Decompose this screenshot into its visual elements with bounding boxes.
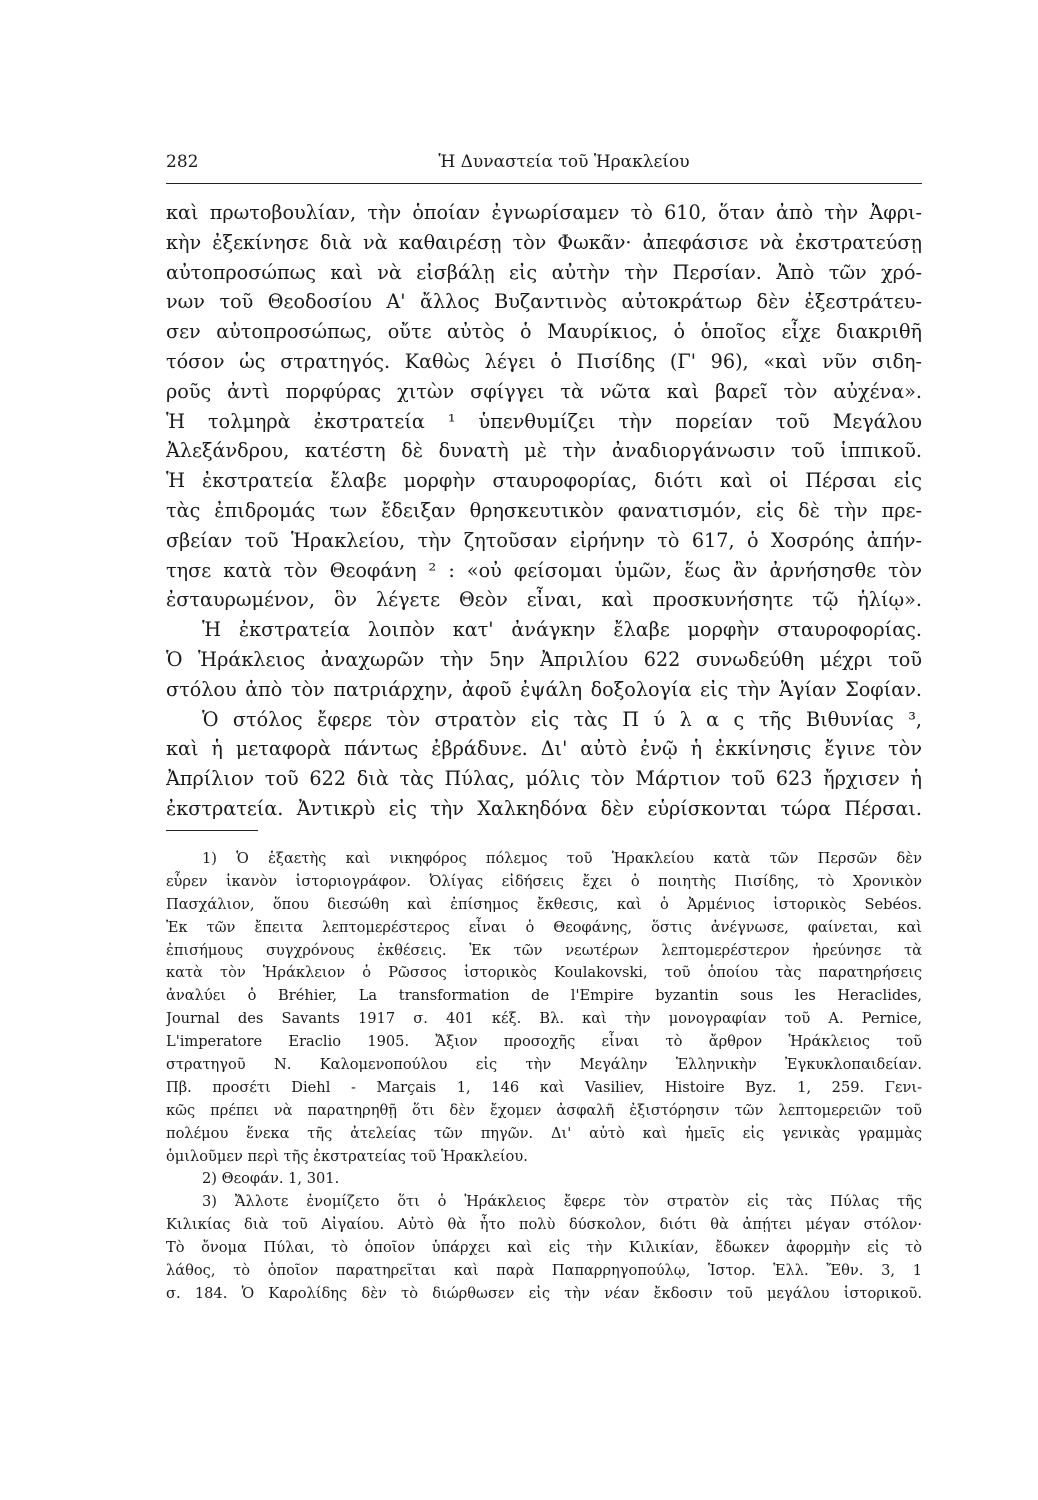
text-line: Ἡ ἐκστρατεία λοιπὸν κατ' ἀνάγκην ἔλαβε μορφὴν σταυροφορίας. [202, 618, 922, 642]
footnote-line: στρατηγοῦ Ν. Καλομενοπούλου εἰς τὴν Μεγάλην Ἑλληνικὴν Ἐγκυκλοπαιδείαν. [166, 1056, 922, 1074]
text-line: τόσον ὡς στρατηγός. Καθὼς λέγει ὁ Πισίδης (Γ' 96), «καὶ νῦν σιδη- [166, 349, 922, 373]
footnote-line: Πασχάλιον, ὅπου διεσώθη καὶ ἐπίσημος ἔκθεσις, καὶ ὁ Ἀρμένιος ἱστορικὸς Sebéos. [166, 895, 922, 913]
footnote-line: Κιλικίας διὰ τοῦ Αἰγαίου. Αὐτὸ θὰ ἦτο πολὺ δύσκολον, διότι θὰ ἀπῄτει μέγαν στόλον· [166, 1216, 922, 1234]
footnote-line: ἐπισήμους συγχρόνους ἐκθέσεις. Ἐκ τῶν νεωτέρων λεπτομερέστερον ἠρεύνησε τὰ [166, 941, 922, 959]
text-line: σεν αὐτοπροσώπως, οὔτε αὐτὸς ὁ Μαυρίκιος, ὁ ὁποῖος εἶχε διακριθῆ [166, 320, 922, 344]
footnote-line: κῶς πρέπει νὰ παρατηρηθῇ ὅτι δὲν ἔχομεν ἀσφαλῆ ἐξιστόρησιν τῶν λεπτομερειῶν τοῦ [166, 1101, 922, 1119]
footnote-line: σ. 184. Ὁ Καρολίδης δὲν τὸ διώρθωσεν εἰς τὴν νέαν ἔκδοσιν τοῦ μεγάλου ἱστορικοῦ. [166, 1284, 922, 1302]
text-line: σβείαν τοῦ Ἡρακλείου, τὴν ζητοῦσαν εἰρήνην τὸ 617, ὁ Χοσρόης ἀπήν- [166, 528, 922, 552]
text-line: στόλου ἀπὸ τὸν πατριάρχην, ἀφοῦ ἐψάλη δοξολογία εἰς τὴν Ἁγίαν Σοφίαν. [166, 677, 922, 701]
footnote-line: 1) Ὁ ἑξαετὴς καὶ νικηφόρος πόλεμος τοῦ Ἡρακλείου κατὰ τῶν Περσῶν δὲν [202, 850, 922, 867]
page-number: 282 [166, 152, 199, 172]
text-line: αὐτοπροσώπως καὶ νὰ εἰσβάλῃ εἰς αὐτὴν τὴν Περσίαν. Ἀπὸ τῶν χρό- [166, 260, 922, 284]
text-line: τὰς ἐπιδρομάς των ἔδειξαν θρησκευτικὸν φανατισμόν, εἰς δὲ τὴν πρε- [166, 498, 922, 522]
footnote-line: πολέμου ἕνεκα τῆς ἀτελείας τῶν πηγῶν. Δι' αὐτὸ καὶ ἡμεῖς εἰς γενικὰς γραμμὰς [166, 1124, 922, 1142]
text-line: καὶ ἡ μεταφορὰ πάντως ἐβράδυνε. Δι' αὐτὸ ἐνῷ ἡ ἐκκίνησις ἔγινε τὸν [166, 737, 922, 761]
running-title: Ἡ Δυναστεία τοῦ Ἡρακλείου [438, 152, 690, 172]
footnote-line: Journal des Savants 1917 σ. 401 κέξ. Βλ. καὶ τὴν μονογραφίαν τοῦ A. Pernice, [166, 1010, 922, 1028]
text-line: κὴν ἐξεκίνησε διὰ νὰ καθαιρέσῃ τὸν Φωκᾶν· ἀπεφάσισε νὰ ἐκστρατεύσῃ [166, 230, 922, 254]
footnote-line: εὗρεν ἱκανὸν ἱστοριογράφον. Ὀλίγας εἰδήσεις ἔχει ὁ ποιητὴς Πισίδης, τὸ Χρονικὸν [166, 872, 922, 890]
text-line: νων τοῦ Θεοδοσίου Α' ἄλλος Βυζαντινὸς αὐτοκράτωρ δὲν ἐξεστράτευ- [166, 290, 922, 314]
main-text [166, 198, 922, 824]
text-line: Ὁ στόλος ἔφερε τὸν στρατὸν εἰς τὰς Π ύ λ α ς τῆς Βιθυνίας ³, [202, 707, 922, 731]
footnote-line: ἀναλύει ὁ Bréhier, La transformation de l'Empire byzantin sous les Heraclides, [166, 987, 922, 1005]
text-line: ἐσταυρωμένον, ὃν λέγετε Θεὸν εἶναι, καὶ προσκυνήσητε τῷ ἡλίῳ». [166, 588, 922, 612]
text-line: Ὁ Ἡράκλειος ἀναχωρῶν τὴν 5ην Ἀπριλίου 622 συνωδεύθη μέχρι τοῦ [166, 647, 922, 671]
footnote-line: ὁμιλοῦμεν περὶ τῆς ἐκστρατείας τοῦ Ἡρακλείου. [166, 1147, 528, 1165]
text-line: καὶ πρωτοβουλίαν, τὴν ὁποίαν ἐγνωρίσαμεν τὸ 610, ὅταν ἀπὸ τὴν Ἀφρι- [166, 201, 922, 224]
footnote-line: Ἐκ τῶν ἔπειτα λεπτομερέστερος εἶναι ὁ Θεοφάνης, ὅστις ἀνέγνωσε, φαίνεται, καὶ [166, 918, 922, 936]
text-line: Ἀπρίλιον τοῦ 622 διὰ τὰς Πύλας, μόλις τὸν Μάρτιον τοῦ 623 ἤρχισεν ἡ [166, 767, 922, 791]
footnote-line: κατὰ τὸν Ἡράκλειον ὁ Ρῶσσος ἱστορικὸς Koulakovski, τοῦ ὁποίου τὰς παρατηρήσεις [166, 964, 922, 982]
footnote-line: 3) Ἄλλοτε ἐνομίζετο ὅτι ὁ Ἡράκλειος ἔφερε τὸν στρατὸν εἰς τὰς Πύλας τῆς [202, 1193, 922, 1211]
text-line: ροῦς ἀντὶ πορφύρας χιτὼν σφίγγει τὰ νῶτα καὶ βαρεῖ τὸν αὐχένα». [166, 379, 922, 403]
text-line: Ἀλεξάνδρου, κατέστη δὲ δυνατὴ μὲ τὴν ἀναδιοργάνωσιν τοῦ ἱππικοῦ. [166, 439, 922, 463]
footnote-line: 2) Θεοφάν. 1, 301. [202, 1170, 340, 1188]
text-line: Ἡ τολμηρὰ ἐκστρατεία ¹ ὑπενθυμίζει τὴν πορείαν τοῦ Μεγάλου [166, 409, 922, 433]
header-rule [166, 183, 922, 184]
text-line: τησε κατὰ τὸν Θεοφάνη ² : «οὐ φείσομαι ὑμῶν, ἕως ἂν ἀρνήσησθε τὸν [166, 558, 922, 582]
footnote-line: λάθος, τὸ ὁποῖον παρατηρεῖται καὶ παρὰ Παπαρρηγοπούλῳ, Ἱστορ. Ἑλλ. Ἔθν. 3, 1 [166, 1262, 922, 1280]
text-line: Ἡ ἐκστρατεία ἔλαβε μορφὴν σταυροφορίας, διότι καὶ οἱ Πέρσαι εἰς [166, 469, 922, 493]
footnote-line: L'imperatore Eraclio 1905. Ἄξιον προσοχῆς εἶναι τὸ ἄρθρον Ἡράκλειος τοῦ [166, 1033, 922, 1051]
footnote-separator [166, 830, 258, 831]
text-line: ἐκστρατεία. Ἀντικρὺ εἰς τὴν Χαλκηδόνα δὲν εὑρίσκονται τώρα Πέρσαι. [166, 796, 922, 820]
page-header [166, 150, 922, 178]
footnote-line: Τὸ ὄνομα Πύλαι, τὸ ὁποῖον ὑπάρχει καὶ εἰς τὴν Κιλικίαν, ἔδωκεν ἀφορμὴν εἰς τὸ [166, 1239, 922, 1257]
footnote-line: Πβ. προσέτι Diehl - Marçais 1, 146 καὶ Vasiliev, Histoire Byz. 1, 259. Γενι- [166, 1078, 922, 1096]
footnotes [166, 848, 922, 1306]
